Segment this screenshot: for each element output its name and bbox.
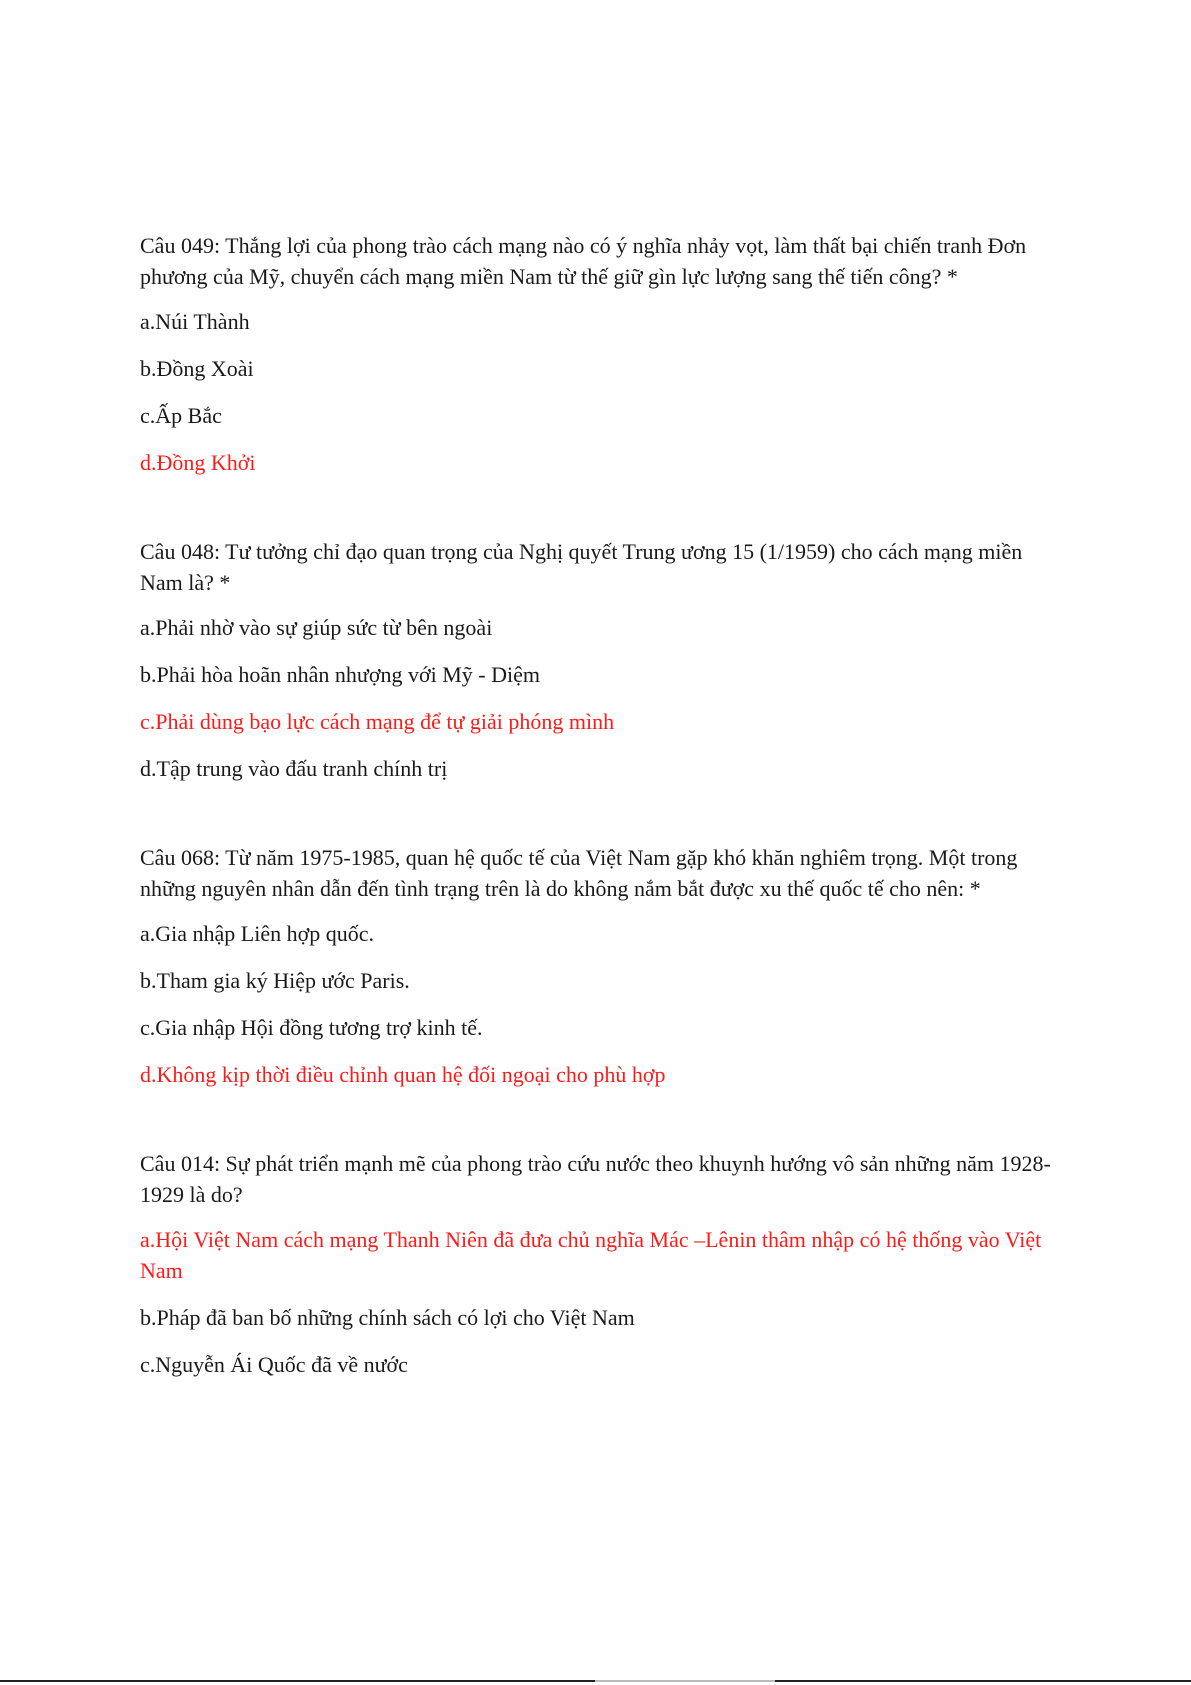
option-b: b.Pháp đã ban bố những chính sách có lợi cho Việt Nam <box>140 1305 635 1330</box>
question-block-049 <box>140 230 1060 478</box>
option-a-correct: a.Hội Việt Nam cách mạng Thanh Niên đã đưa chủ nghĩa Mác –Lênin thâm nhập có hệ thống vào Việt Nam <box>140 1227 1042 1283</box>
option-a: a.Phải nhờ vào sự giúp sức từ bên ngoài <box>140 615 493 640</box>
question-block-014 <box>140 1148 1060 1380</box>
option-a: a.Gia nhập Liên hợp quốc. <box>140 921 375 946</box>
option-d-correct: d.Đồng Khởi <box>140 450 256 475</box>
option-b: b.Phải hòa hoãn nhân nhượng với Mỹ - Diệm <box>140 662 540 687</box>
option-c: c.Gia nhập Hội đồng tương trợ kinh tế. <box>140 1015 483 1040</box>
question-block-048 <box>140 536 1060 784</box>
question-text: Câu 068: Từ năm 1975-1985, quan hệ quốc tế của Việt Nam gặp khó khăn nghiêm trọng. Một trong những nguyên nhân dẫn đến tình trạng trên là do không nắm bắt được xu thế quốc tế cho nên: * <box>140 845 1018 901</box>
option-d: d.Tập trung vào đấu tranh chính trị <box>140 756 448 781</box>
option-c: c.Nguyễn Ái Quốc đã về nước <box>140 1352 408 1377</box>
page-bottom-rule-light <box>595 1680 775 1682</box>
option-c: c.Ấp Bắc <box>140 403 222 428</box>
option-b: b.Đồng Xoài <box>140 356 254 381</box>
question-block-068 <box>140 842 1060 1090</box>
option-b: b.Tham gia ký Hiệp ước Paris. <box>140 968 410 993</box>
document-page <box>140 230 1060 1438</box>
question-text: Câu 014: Sự phát triển mạnh mẽ của phong trào cứu nước theo khuynh hướng vô sản những năm 1928-1929 là do? <box>140 1151 1051 1207</box>
question-text: Câu 048: Tư tưởng chỉ đạo quan trọng của Nghị quyết Trung ương 15 (1/1959) cho cách mạng miền Nam là? * <box>140 539 1023 595</box>
option-a: a.Núi Thành <box>140 309 250 334</box>
question-text: Câu 049: Thắng lợi của phong trào cách mạng nào có ý nghĩa nhảy vọt, làm thất bại chiến tranh Đơn phương của Mỹ, chuyển cách mạng miền Nam từ thế giữ gìn lực lượng sang thế tiến công? * <box>140 233 1027 289</box>
option-c-correct: c.Phải dùng bạo lực cách mạng để tự giải phóng mình <box>140 709 615 734</box>
option-d-correct: d.Không kịp thời điều chỉnh quan hệ đối ngoại cho phù hợp <box>140 1062 666 1087</box>
